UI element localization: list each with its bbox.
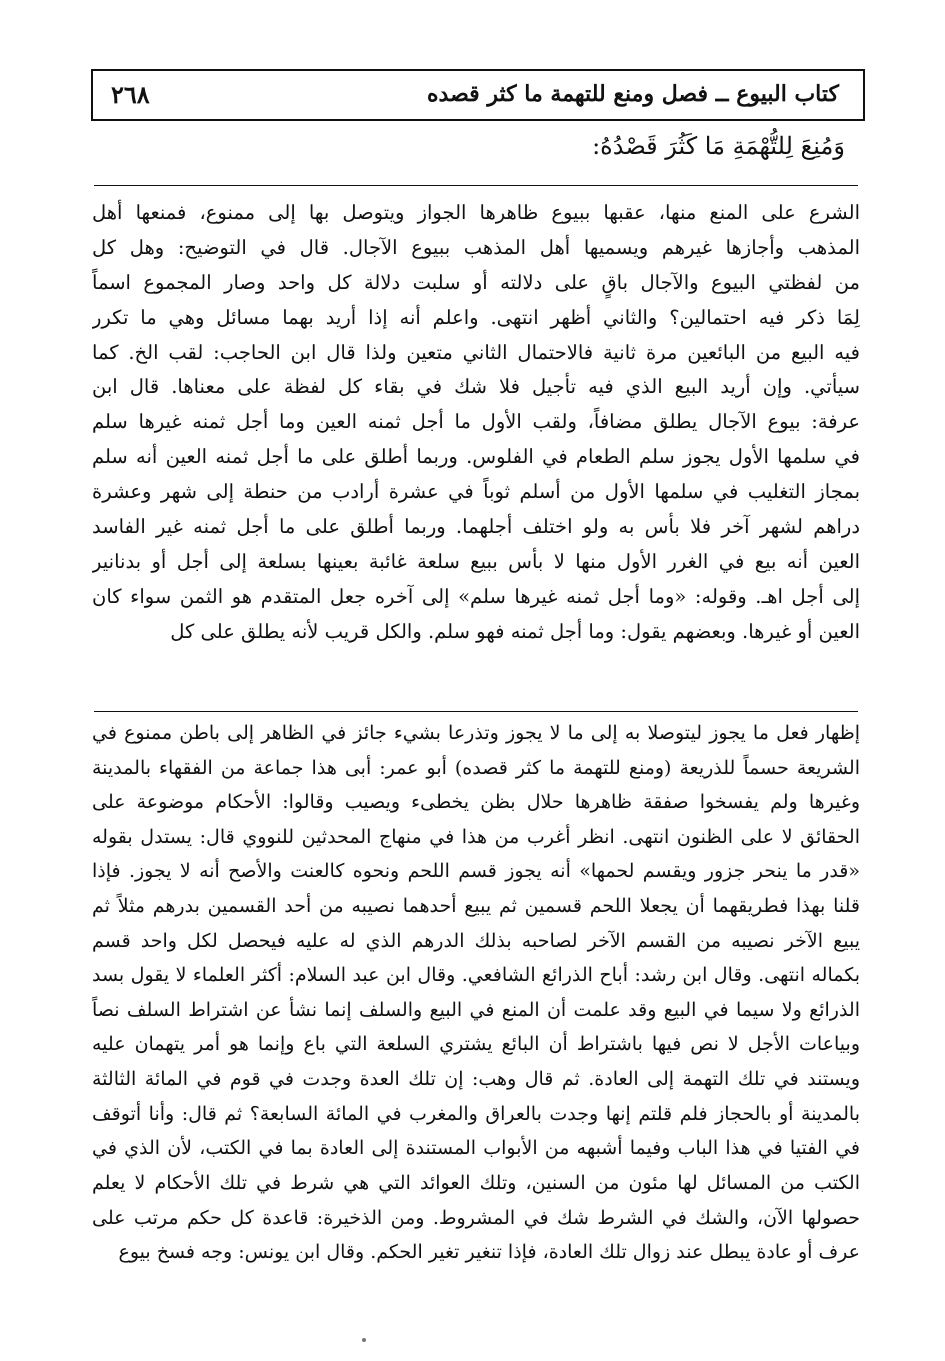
main-text-line: إلى أجل اهـ. وقوله: «وما أجل ثمنه غيرها سلم» إلى آخره جعل المتقدم هو الثمن سواء كان bbox=[92, 584, 860, 608]
commentary-text-block bbox=[92, 716, 860, 1270]
running-header-title: كتاب البيوع ــ فصل ومنع للتهمة ما كثر قصده bbox=[427, 81, 839, 107]
main-text-line: سيأتي. وإن أريد البيع الذي فيه تأجيل فلا شك في بقاء كل لفظة على معناها. قال ابن bbox=[92, 375, 860, 399]
commentary-text-line: الشريعة حسماً للذريعة (ومنع للتهمة ما كثر قصده) أبو عمر: أبى هذا جماعة من الفقهاء بالمدينة bbox=[92, 756, 860, 779]
commentary-text-line: بالمدينة أو بالحجاز فلم قلتم إنها وجدت بالعراق والمغرب في المائة السابعة؟ ثم قال: وأنا أتوقف bbox=[92, 1102, 860, 1125]
commentary-text-line: قلنا بهذا فطريقهما أن يجعلا اللحم قسمين ثم يبيع أحدهما نصيبه من أحد القسمين بدرهم مثلاً ثم bbox=[92, 895, 860, 918]
main-text-line: الشرع على المنع منها، عقبها ببيوع ظاهرها الجواز ويتوصل بها إلى ممنوع، فمنعها أهل bbox=[92, 201, 860, 224]
main-text-line: فيه البيع من البائعين مرة ثانية فالاحتمال الثاني متعين ولذا قال ابن الحاجب: لقب الخ. كما bbox=[92, 340, 860, 364]
commentary-text-line: الذرائع ولا سيما في البيع وقد علمت أن المنع في البيع والسلف إنما نشأ عن اشتراط السلف نصاً bbox=[92, 998, 860, 1021]
commentary-text-line: بكماله انتهى. وقال ابن رشد: أباح الذرائع الشافعي. وقال ابن عبد السلام: أكثر العلماء لا يقول بسد bbox=[92, 964, 860, 987]
commentary-text-line: في الفتيا في هذا الباب وفيما أشبهه من الأبواب المستندة إلى العادة بما في الكتب، لأن الذي في bbox=[92, 1137, 860, 1160]
main-text-line: العين أو غيرها. وبعضهم يقول: وما أجل ثمنه فهو سلم. والكل قريب لأنه يطلق على كل bbox=[170, 619, 860, 643]
main-text-line: المذهب وأجازها غيرهم ويسميها أهل المذهب ببيوع الآجال. قال في التوضيح: وهل كل bbox=[92, 235, 860, 259]
main-text-line: بمجاز التغليب في سلمها الأول من أسلم ثوباً في عشرة أرادب من حنطة إلى شهر وعشرة bbox=[92, 480, 860, 504]
commentary-text-line: وبياعات الأجل لا نص فيها باشتراط أن البائع يشتري السلعة التي باع وإنما هو أمر يتهمان عليه bbox=[92, 1033, 860, 1056]
main-text-line: عرفة: بيوع الآجال يطلق مضافاً، ولقب الأول ما أجل ثمنه العين وما أجل ثمنه غيرها سلم bbox=[92, 410, 860, 434]
main-text-block bbox=[92, 196, 860, 650]
main-text-line: في سلمها الأول يجوز سلم الطعام في الفلوس. وربما أطلق على ما أجل ثمنه العين أنه سلم bbox=[92, 445, 860, 469]
top-divider bbox=[94, 185, 858, 186]
main-text-line: العين أنه بيع في الغرر الأول منها لا بأس ببيع سلعة غائبة بعينها بسلعة إلى أجل أو بدنانير bbox=[92, 549, 860, 573]
commentary-text-line: إظهار فعل ما يجوز ليتوصلا به إلى ما لا يجوز وتذرعا بشيء جائز في الظاهر إلى باطن ممنوع في bbox=[92, 722, 860, 744]
commentary-text-line: الكتب من المسائل لها مئون من السنين، وتلك العوائد التي هي شرط في تلك الأحكام لا يعلم bbox=[92, 1171, 860, 1194]
commentary-text-line: الحقائق لا على الظنون انتهى. انظر أغرب من هذا في منهاج المحدثين للنووي قال: يستدل بقوله bbox=[92, 825, 860, 848]
commentary-text-line: عرف أو عادة يبطل عند زوال تلك العادة، فإذا تنغير تغير الحكم. وقال ابن يونس: وجه فسخ بيوع bbox=[118, 1241, 860, 1264]
section-heading: وَمُنِعَ لِلتُّهْمَةِ مَا كَثُرَ قَصْدُهُ: bbox=[592, 132, 845, 160]
main-text-line: لِمَا ذكر فيه احتمالين؟ والثاني أظهر انتهى. واعلم أنه إذا أريد بهما مسائل وهي ما تكرر bbox=[92, 305, 860, 329]
page-number: ٢٦٨ bbox=[111, 80, 150, 109]
scan-speck bbox=[362, 1338, 366, 1342]
commentary-text-line: يبيع الآخر نصيبه من القسم الآخر لصاحبه بذلك الدرهم الذي له عليه فيحصل لكل واحد قسم bbox=[92, 929, 860, 952]
commentary-text-line: وغيرها ولم يفسخوا صفقة ظاهرها حلال بظن يخطىء ويصيب وقالوا: الأحكام موضوعة على bbox=[92, 791, 860, 814]
commentary-divider bbox=[94, 711, 858, 712]
commentary-text-line: ويستند في تلك التهمة إلى العادة. ثم قال وهب: إن تلك العدة وجدت في قوم في المائة الثالثة bbox=[92, 1068, 860, 1091]
commentary-text-line: حصولها الآن، والشك في الشرط شك في المشروط. ومن الذخيرة: قاعدة كل حكم مرتب على bbox=[92, 1206, 860, 1229]
main-text-line: دراهم لشهر آخر فلا بأس به ولو اختلف أجلهما. وربما أطلق على ما أجل ثمنه غير الفاسد bbox=[92, 515, 860, 539]
main-text-line: من لفظتي البيوع والآجال باقٍ على دلالته أو سلبت دلالة كل واحد وصار المجموع اسماً bbox=[92, 270, 860, 294]
running-header bbox=[91, 69, 865, 121]
commentary-text-line: «قدر ما ينحر جزور ويقسم لحمها» أنه يجوز قسم اللحم ونحوه كالعنت والأصح أنه لا يجوز. فإذا bbox=[92, 860, 860, 883]
